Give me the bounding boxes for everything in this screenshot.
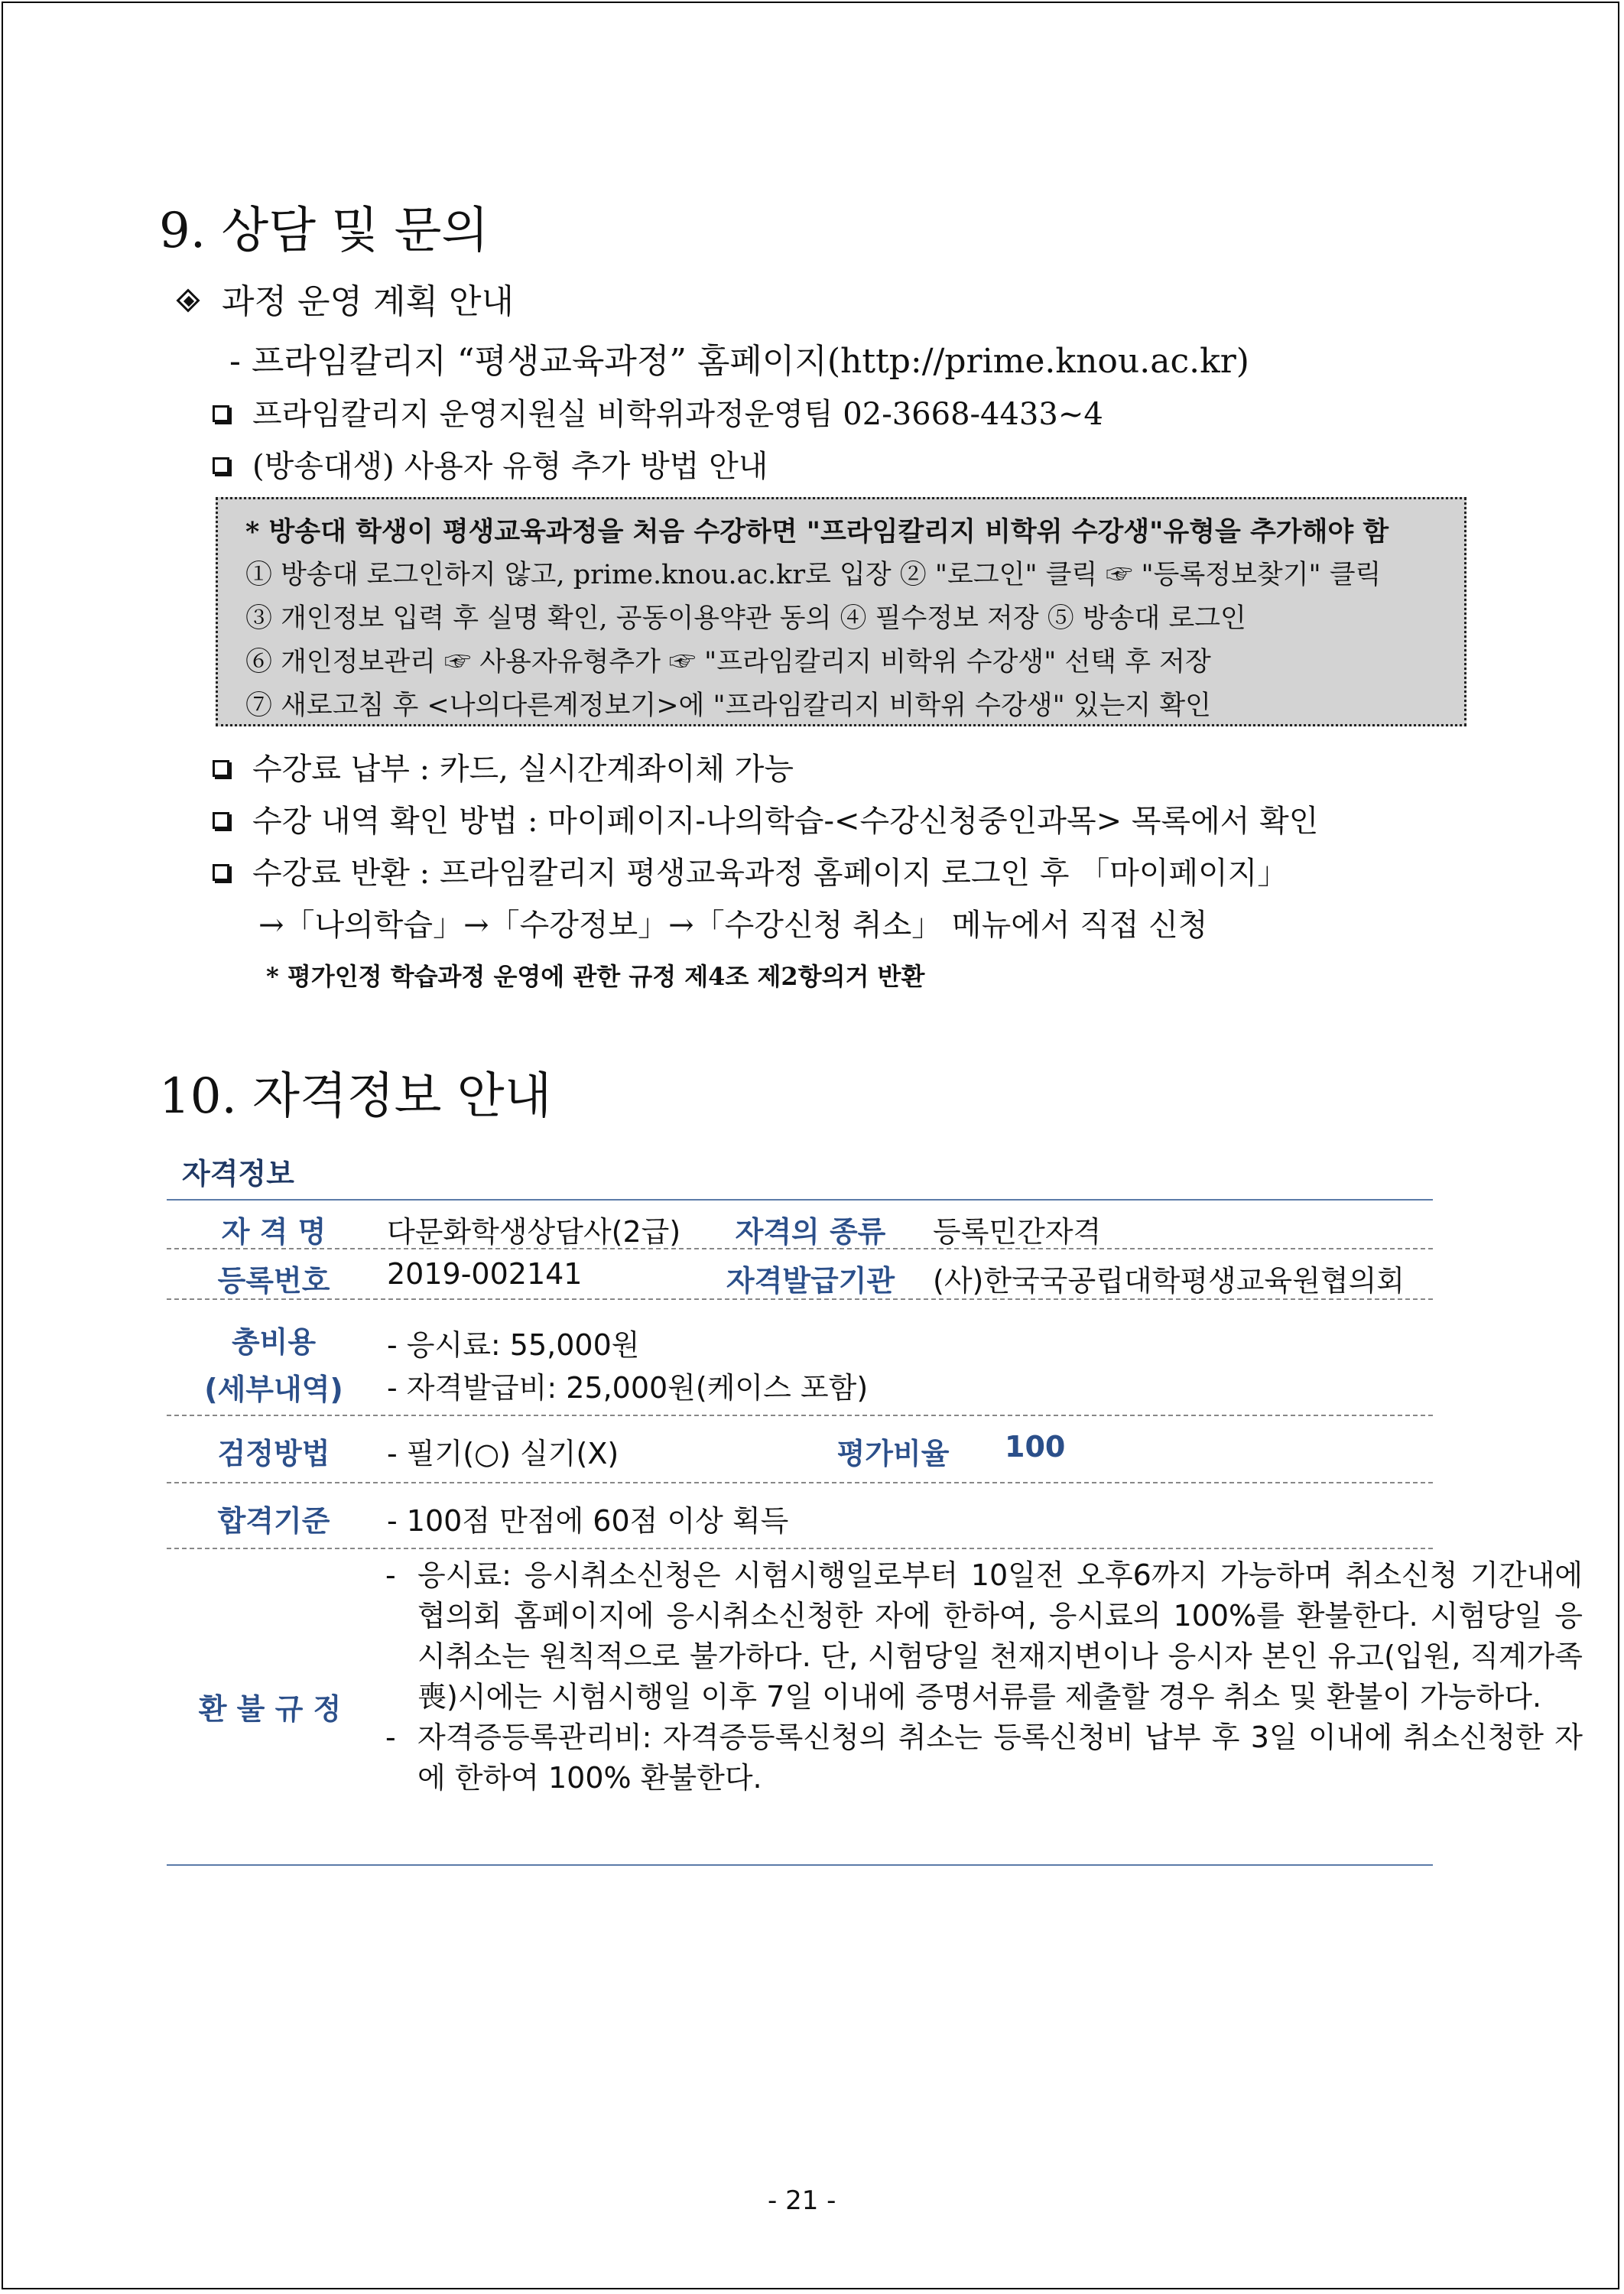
cost-line-2: - 자격발급비: 25,000원(케이스 포함)	[387, 1371, 869, 1405]
checkbox-bullet-icon	[213, 457, 229, 474]
checkbox-bullet-icon	[213, 812, 229, 829]
contact-line	[213, 390, 1103, 434]
payment-text: 수강료 납부 : 카드, 실시간계좌이체 가능	[252, 752, 794, 787]
cost-label-2: (세부내역)	[204, 1373, 343, 1406]
refund-label: 환 불 규 정	[198, 1692, 342, 1726]
guide-box-line: ③ 개인정보 입력 후 실명 확인, 공동이용약관 동의 ④ 필수정보 저장 ⑤ 방송대 로그인	[245, 603, 1246, 634]
diamond-bullet-icon	[176, 288, 202, 314]
refund-rule-item: - 자격증등록관리비: 자격증등록신청의 취소는 등록신청비 납부 후 3일 이내에 취소신청한 자에 한하여 100% 환불한다.	[385, 1717, 1583, 1798]
checkbox-bullet-icon	[213, 405, 229, 422]
table-row	[167, 1483, 1433, 1549]
operation-plan-subheading	[176, 274, 514, 323]
cost-line-1: - 응시료: 55,000원	[387, 1328, 640, 1362]
name-value: 다문화학생상담사(2급)	[387, 1215, 681, 1249]
regno-label: 등록번호	[217, 1264, 330, 1298]
refund-note: * 평가인정 학습과정 운영에 관한 규정 제4조 제2항의거 반환	[266, 962, 925, 991]
refund-line	[213, 849, 1288, 892]
regno-value: 2019-002141	[387, 1257, 583, 1291]
table-row	[167, 1201, 1433, 1249]
refund-rule-item: - 응시료: 응시취소신청은 시험시행일로부터 10일전 오후6까지 가능하며 취소신청 기간내에 협의회 홈페이지에 응시취소신청한 자에 한하여, 응시료의 100%를 환불한다. 시험당일 응시취소는 원칙적으로 불가하다. 단, 시험당일 천재지변이나 응시자 본인 유고(입원, 직계가족 喪)시에는 시험시행일 이후 7일 이내에 증명서류를 제출할 경우 취소 및 환불이 가능하다.	[385, 1555, 1583, 1717]
guide-line	[213, 442, 768, 486]
subheading-text: 과정 운영 계획 안내	[222, 282, 514, 321]
type-value: 등록민간자격	[933, 1215, 1102, 1249]
guide-box-line: ⑦ 새로고침 후 <나의다른계정보기>에 "프라임칼리지 비학위 수강생" 있는지 확인	[245, 690, 1211, 721]
refund-line-2: →「나의학습」→「수강정보」→「수강신청 취소」 메뉴에서 직접 신청	[258, 908, 1208, 943]
guide-box-line: ① 방송대 로그인하지 않고, prime.knou.ac.kr로 입장 ② "로그인" 클릭 ☞ "등록정보찾기" 클릭	[245, 560, 1382, 590]
homepage-line: - 프라임칼리지 “평생교육과정” 홈페이지(http://prime.knou.ac.kr)	[229, 342, 1249, 381]
history-text: 수강 내역 확인 방법 : 마이페이지-나의학습-<수강신청중인과목> 목록에서 확인	[252, 804, 1319, 839]
qualification-table-title: 자격정보	[182, 1157, 294, 1191]
ratio-label: 평가비율	[836, 1437, 950, 1470]
method-label: 검정방법	[217, 1437, 330, 1470]
pass-value: - 100점 만점에 60점 이상 획득	[387, 1504, 789, 1538]
ratio-value: 100	[1005, 1430, 1066, 1464]
page-number: - 21 -	[768, 2185, 836, 2216]
name-label: 자 격 명	[221, 1215, 326, 1249]
qualification-table	[167, 1199, 1583, 1866]
history-line	[213, 797, 1318, 840]
type-label: 자격의 종류	[735, 1215, 886, 1249]
refund-rule-text-2: 자격증등록관리비: 자격증등록신청의 취소는 등록신청비 납부 후 3일 이내에 취소신청한 자에 한하여 100% 환불한다.	[417, 1720, 1583, 1795]
guide-box-line: ⑥ 개인정보관리 ☞ 사용자유형추가 ☞ "프라임칼리지 비학위 수강생" 선택 후 저장	[245, 647, 1211, 677]
issuer-label: 자격발급기관	[726, 1264, 895, 1298]
pass-label: 합격기준	[217, 1504, 330, 1538]
method-value: - 필기(○) 실기(X)	[387, 1437, 619, 1470]
section-9-heading: 9. 상담 및 문의	[159, 203, 489, 259]
checkbox-bullet-icon	[213, 760, 229, 777]
refund-rules	[385, 1555, 1583, 1798]
table-row	[167, 1549, 1583, 1864]
guide-box-line: * 방송대 학생이 평생교육과정을 처음 수강하면 "프라임칼리지 비학위 수강생"유형을 추가해야 함	[245, 516, 1389, 548]
issuer-value: (사)한국국공립대학평생교육원협의회	[933, 1264, 1405, 1298]
refund-text-1: 수강료 반환 : 프라임칼리지 평생교육과정 홈페이지 로그인 후 「마이페이지」	[252, 856, 1288, 891]
refund-rule-text-1: 응시료: 응시취소신청은 시험시행일로부터 10일전 오후6까지 가능하며 취소신청 기간내에 협의회 홈페이지에 응시취소신청한 자에 한하여, 응시료의 100%를 환불한다. 시험당일 응시취소는 원칙적으로 불가하다. 단, 시험당일 천재지변이나 응시자 본인 유고(입원, 직계가족 喪)시에는 시험시행일 이후 7일 이내에 증명서류를 제출할 경우 취소 및 환불이 가능하다.	[417, 1558, 1583, 1714]
section-10-heading: 10. 자격정보 안내	[159, 1068, 552, 1125]
cost-label-1: 총비용	[231, 1325, 317, 1359]
payment-line	[213, 745, 794, 788]
table-row	[167, 1416, 1433, 1483]
guide-text: (방송대생) 사용자 유형 추가 방법 안내	[252, 449, 768, 484]
table-row	[167, 1300, 1433, 1416]
contact-text: 프라임칼리지 운영지원실 비학위과정운영팀 02-3668-4433~4	[252, 397, 1103, 432]
table-row	[167, 1249, 1433, 1300]
user-type-guide-box	[216, 497, 1466, 726]
checkbox-bullet-icon	[213, 864, 229, 881]
document-page	[2, 2, 1619, 2289]
